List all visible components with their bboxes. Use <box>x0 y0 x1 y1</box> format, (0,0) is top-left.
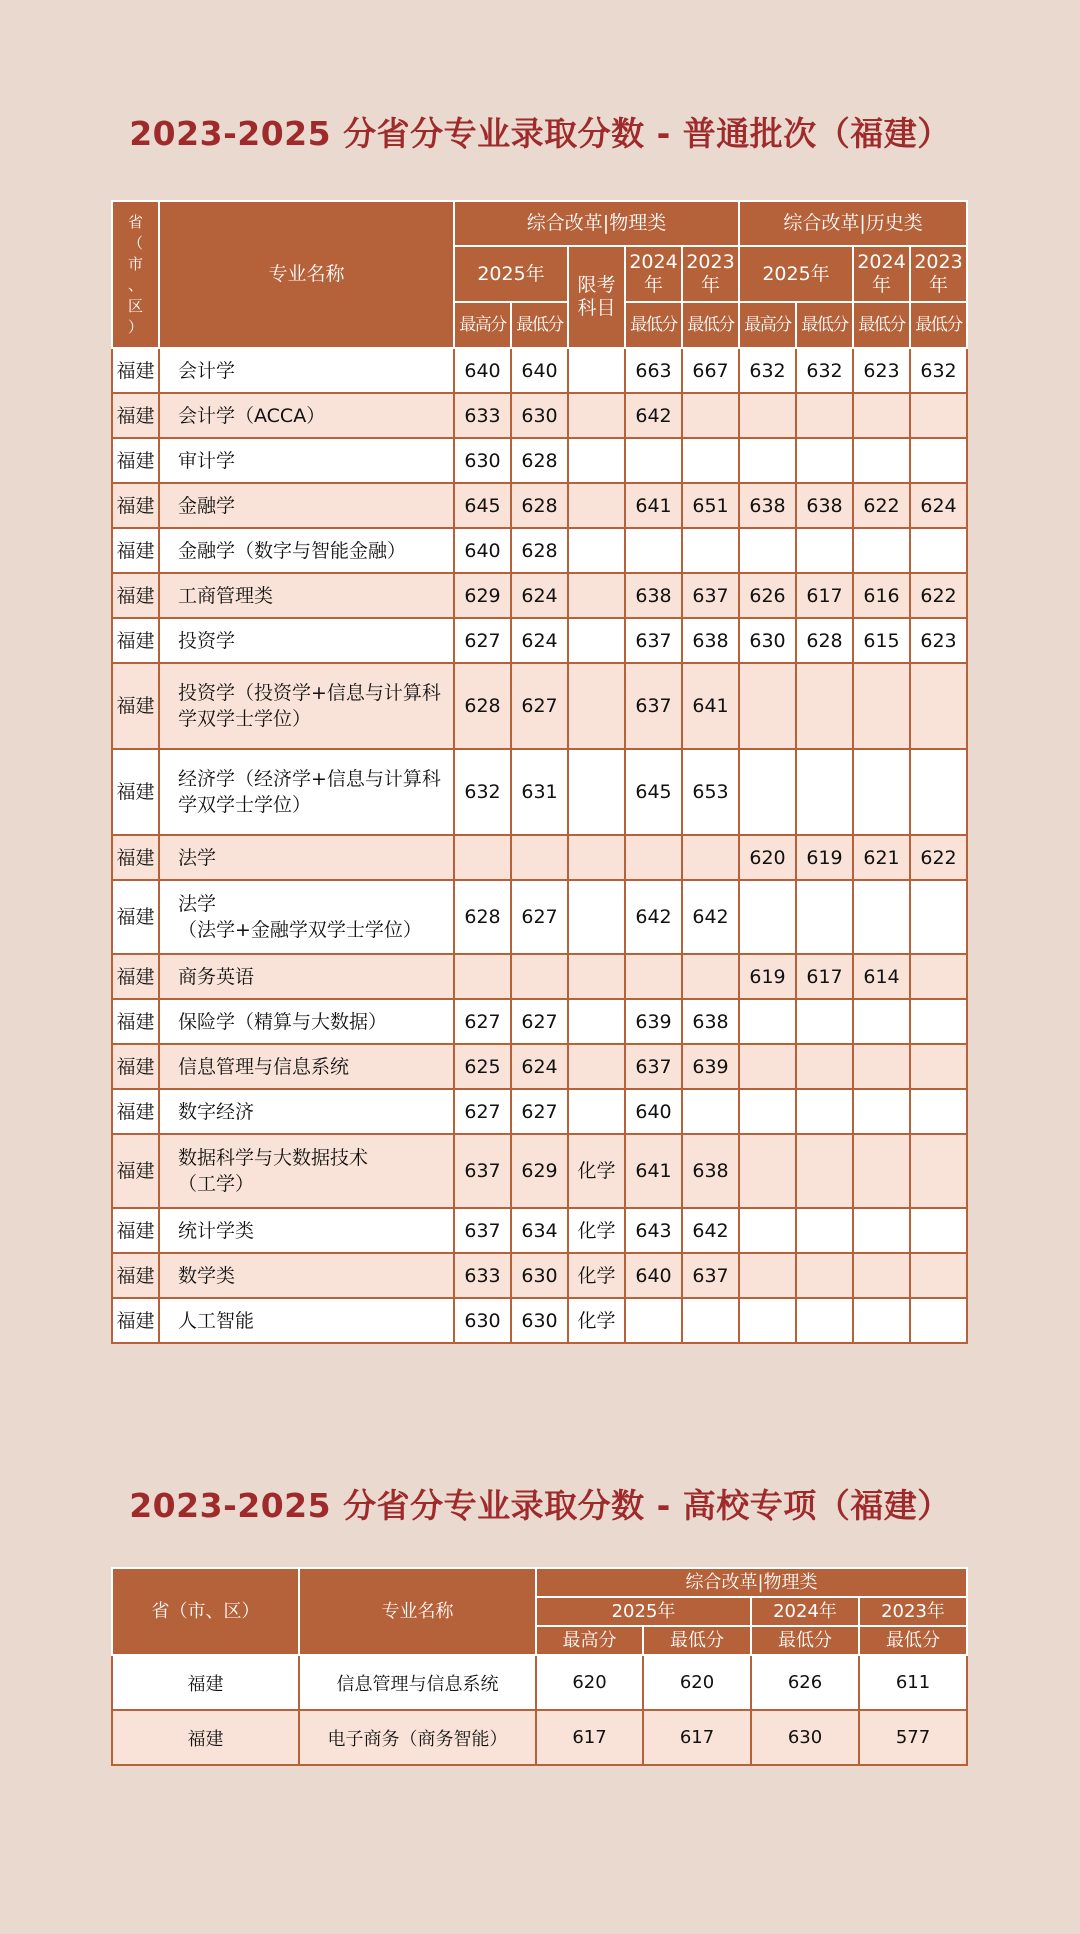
cell-h24 <box>853 393 910 438</box>
cell-province: 福建 <box>112 1089 159 1134</box>
cell-major: 数学类 <box>159 1253 454 1298</box>
cell-h25min <box>796 1044 853 1089</box>
cell-h24: 622 <box>853 483 910 528</box>
header-province: 省（市、区） <box>112 1568 299 1655</box>
cell-subject <box>568 348 625 393</box>
cell-h25max: 619 <box>739 954 796 999</box>
cell-province: 福建 <box>112 999 159 1044</box>
cell-province: 福建 <box>112 835 159 880</box>
cell-province: 福建 <box>112 438 159 483</box>
cell-h23 <box>910 954 967 999</box>
cell-subject: 化学 <box>568 1208 625 1253</box>
cell-major: 保险学（精算与大数据） <box>159 999 454 1044</box>
table-row <box>112 1710 967 1765</box>
header-min: 最低分 <box>682 302 739 348</box>
cell-p25max <box>454 954 511 999</box>
cell-province: 福建 <box>112 880 159 954</box>
header-max: 最高分 <box>739 302 796 348</box>
cell-province: 福建 <box>112 1134 159 1208</box>
cell-major: 信息管理与信息系统 <box>159 1044 454 1089</box>
cell-province: 福建 <box>112 528 159 573</box>
cell-h24 <box>853 528 910 573</box>
cell-p24 <box>625 1298 682 1343</box>
table-row <box>112 1655 967 1710</box>
cell-major: 投资学 <box>159 618 454 663</box>
cell-h24 <box>853 1208 910 1253</box>
cell-subject <box>568 835 625 880</box>
table-row <box>112 1089 967 1134</box>
cell-major: 金融学 <box>159 483 454 528</box>
cell-subject <box>568 954 625 999</box>
cell-p23 <box>682 438 739 483</box>
cell-h25max <box>739 1253 796 1298</box>
cell-h25min <box>796 528 853 573</box>
table-row <box>112 835 967 880</box>
cell-h23 <box>910 1253 967 1298</box>
table-row <box>112 749 967 835</box>
cell-h25min <box>796 1253 853 1298</box>
header-physics-2024: 2024年 <box>751 1597 859 1626</box>
cell-h24 <box>853 1253 910 1298</box>
cell-p23 <box>682 1298 739 1343</box>
cell-h25max <box>739 528 796 573</box>
header-major: 专业名称 <box>159 201 454 348</box>
cell-h23 <box>910 1208 967 1253</box>
cell-subject <box>568 573 625 618</box>
cell-h23 <box>910 999 967 1044</box>
cell-p25min: 628 <box>511 528 568 573</box>
cell-p25max <box>454 835 511 880</box>
cell-h25max <box>739 663 796 749</box>
cell-h24 <box>853 1298 910 1343</box>
cell-p25min: 631 <box>511 749 568 835</box>
header-history-2025: 2025年 <box>739 246 853 302</box>
header-physics-2025: 2025年 <box>454 246 568 302</box>
cell-p23: 651 <box>682 483 739 528</box>
header-min: 最低分 <box>910 302 967 348</box>
cell-h23: 622 <box>910 573 967 618</box>
cell-p24: 637 <box>625 663 682 749</box>
cell-p25min: 620 <box>643 1655 751 1710</box>
cell-major: 经济学（经济学+信息与计算科学双学士学位） <box>159 749 454 835</box>
cell-major: 法学 <box>159 835 454 880</box>
cell-p25max: 629 <box>454 573 511 618</box>
cell-p24 <box>625 954 682 999</box>
cell-p23 <box>682 954 739 999</box>
cell-p25max: 637 <box>454 1134 511 1208</box>
cell-p25min: 624 <box>511 1044 568 1089</box>
cell-h25min: 628 <box>796 618 853 663</box>
cell-h25max: 632 <box>739 348 796 393</box>
cell-p25min: 629 <box>511 1134 568 1208</box>
cell-major: 人工智能 <box>159 1298 454 1343</box>
cell-major: 信息管理与信息系统 <box>299 1655 536 1710</box>
section2-title: 2023-2025 分省分专业录取分数 - 高校专项（福建） <box>129 1486 951 1525</box>
cell-p24 <box>625 835 682 880</box>
cell-h23: 632 <box>910 348 967 393</box>
cell-h24: 623 <box>853 348 910 393</box>
cell-h25min <box>796 880 853 954</box>
cell-p25max: 625 <box>454 1044 511 1089</box>
cell-p24: 638 <box>625 573 682 618</box>
header-physics-2023: 2023年 <box>859 1597 967 1626</box>
cell-p25max: 632 <box>454 749 511 835</box>
cell-major: 金融学（数字与智能金融） <box>159 528 454 573</box>
cell-province: 福建 <box>112 1208 159 1253</box>
cell-p24: 639 <box>625 999 682 1044</box>
cell-p25max: 630 <box>454 438 511 483</box>
cell-province: 福建 <box>112 663 159 749</box>
table-row <box>112 1298 967 1343</box>
table-row <box>112 528 967 573</box>
cell-h25min: 617 <box>796 954 853 999</box>
cell-h25max <box>739 438 796 483</box>
cell-h24 <box>853 1089 910 1134</box>
cell-p23: 637 <box>682 1253 739 1298</box>
cell-h24: 615 <box>853 618 910 663</box>
cell-h25max <box>739 1298 796 1343</box>
cell-h23 <box>910 393 967 438</box>
cell-major: 工商管理类 <box>159 573 454 618</box>
cell-p25min <box>511 835 568 880</box>
cell-p23: 642 <box>682 1208 739 1253</box>
cell-h24 <box>853 1134 910 1208</box>
admission-table-special <box>111 1567 968 1766</box>
cell-p25min: 628 <box>511 438 568 483</box>
cell-p24: 637 <box>625 618 682 663</box>
cell-province: 福建 <box>112 573 159 618</box>
header-province: 省 （ 市 、 区 ） <box>112 201 159 348</box>
cell-p24: 630 <box>751 1710 859 1765</box>
cell-p24: 642 <box>625 393 682 438</box>
cell-p25max: 637 <box>454 1208 511 1253</box>
cell-p23 <box>682 1089 739 1134</box>
cell-h25min <box>796 1208 853 1253</box>
cell-p23: 638 <box>682 999 739 1044</box>
cell-p25min: 624 <box>511 618 568 663</box>
cell-p25min <box>511 954 568 999</box>
cell-h23 <box>910 663 967 749</box>
cell-p25min: 634 <box>511 1208 568 1253</box>
cell-subject <box>568 438 625 483</box>
cell-p25max: 627 <box>454 999 511 1044</box>
cell-p25max: 630 <box>454 1298 511 1343</box>
cell-h25min <box>796 438 853 483</box>
cell-h25min <box>796 1089 853 1134</box>
cell-h24: 621 <box>853 835 910 880</box>
cell-major: 电子商务（商务智能） <box>299 1710 536 1765</box>
table-body <box>112 1655 967 1765</box>
cell-h23 <box>910 1089 967 1134</box>
header-min: 最低分 <box>796 302 853 348</box>
table-row <box>112 618 967 663</box>
cell-h23 <box>910 749 967 835</box>
cell-province: 福建 <box>112 749 159 835</box>
cell-h23: 623 <box>910 618 967 663</box>
cell-p25min: 630 <box>511 1253 568 1298</box>
cell-p25max: 633 <box>454 1253 511 1298</box>
cell-p25max: 617 <box>536 1710 643 1765</box>
cell-p24: 640 <box>625 1089 682 1134</box>
admission-table-regular <box>111 200 968 1344</box>
section1-title: 2023-2025 分省分专业录取分数 - 普通批次（福建） <box>129 114 951 153</box>
header-physics-group: 综合改革|物理类 <box>454 201 739 246</box>
cell-h25max <box>739 1208 796 1253</box>
cell-province: 福建 <box>112 618 159 663</box>
cell-p25max: 640 <box>454 348 511 393</box>
cell-subject <box>568 483 625 528</box>
cell-p25max: 645 <box>454 483 511 528</box>
cell-p25max: 640 <box>454 528 511 573</box>
cell-h23: 622 <box>910 835 967 880</box>
cell-h25max: 626 <box>739 573 796 618</box>
cell-p25min: 630 <box>511 1298 568 1343</box>
cell-province: 福建 <box>112 393 159 438</box>
cell-h25min <box>796 1298 853 1343</box>
table-row <box>112 999 967 1044</box>
table-row <box>112 573 967 618</box>
cell-subject <box>568 999 625 1044</box>
cell-h25max <box>739 999 796 1044</box>
cell-subject <box>568 1089 625 1134</box>
cell-h25max <box>739 393 796 438</box>
cell-p23: 639 <box>682 1044 739 1089</box>
cell-p25max: 620 <box>536 1655 643 1710</box>
cell-h23 <box>910 1134 967 1208</box>
cell-h25min <box>796 1134 853 1208</box>
cell-h25min: 632 <box>796 348 853 393</box>
cell-p25max: 627 <box>454 618 511 663</box>
table-row <box>112 663 967 749</box>
cell-p23: 611 <box>859 1655 967 1710</box>
cell-p23 <box>682 835 739 880</box>
header-max: 最高分 <box>454 302 511 348</box>
cell-p23: 642 <box>682 880 739 954</box>
cell-h24 <box>853 663 910 749</box>
cell-h25max: 620 <box>739 835 796 880</box>
cell-h24: 614 <box>853 954 910 999</box>
table-row <box>112 880 967 954</box>
cell-subject <box>568 880 625 954</box>
cell-p24 <box>625 438 682 483</box>
cell-h23 <box>910 1044 967 1089</box>
cell-province: 福建 <box>112 483 159 528</box>
cell-major: 投资学（投资学+信息与计算科学双学士学位） <box>159 663 454 749</box>
table-row <box>112 1134 967 1208</box>
cell-h25min <box>796 749 853 835</box>
table-row <box>112 438 967 483</box>
table-row <box>112 1208 967 1253</box>
cell-h25max: 638 <box>739 483 796 528</box>
cell-p23 <box>682 528 739 573</box>
cell-h23 <box>910 528 967 573</box>
cell-p24: 637 <box>625 1044 682 1089</box>
cell-province: 福建 <box>112 348 159 393</box>
cell-p25min: 627 <box>511 880 568 954</box>
cell-p24: 643 <box>625 1208 682 1253</box>
cell-p24: 663 <box>625 348 682 393</box>
table-row <box>112 348 967 393</box>
header-min: 最低分 <box>751 1626 859 1655</box>
cell-p25min: 624 <box>511 573 568 618</box>
header-restrict-subject: 限考科目 <box>568 246 625 348</box>
cell-subject: 化学 <box>568 1253 625 1298</box>
cell-p23: 641 <box>682 663 739 749</box>
cell-major: 审计学 <box>159 438 454 483</box>
cell-p23: 638 <box>682 618 739 663</box>
cell-p24: 642 <box>625 880 682 954</box>
header-physics-2023: 2023年 <box>682 246 739 302</box>
header-history-2024: 2024年 <box>853 246 910 302</box>
cell-h25max <box>739 1044 796 1089</box>
cell-p24: 626 <box>751 1655 859 1710</box>
header-min: 最低分 <box>511 302 568 348</box>
cell-p24: 645 <box>625 749 682 835</box>
cell-h25min <box>796 393 853 438</box>
header-min: 最低分 <box>643 1626 751 1655</box>
cell-p23 <box>682 393 739 438</box>
cell-province: 福建 <box>112 1710 299 1765</box>
header-major: 专业名称 <box>299 1568 536 1655</box>
cell-h23 <box>910 880 967 954</box>
cell-p24: 641 <box>625 483 682 528</box>
header-history-2023: 2023年 <box>910 246 967 302</box>
table-row <box>112 1044 967 1089</box>
cell-province: 福建 <box>112 954 159 999</box>
cell-h24 <box>853 749 910 835</box>
cell-subject <box>568 393 625 438</box>
cell-h23 <box>910 438 967 483</box>
header-min: 最低分 <box>859 1626 967 1655</box>
cell-h25max: 630 <box>739 618 796 663</box>
cell-major: 统计学类 <box>159 1208 454 1253</box>
cell-p24: 640 <box>625 1253 682 1298</box>
table-row <box>112 483 967 528</box>
cell-h25max <box>739 1134 796 1208</box>
cell-subject <box>568 663 625 749</box>
cell-h25max <box>739 1089 796 1134</box>
header-max: 最高分 <box>536 1626 643 1655</box>
cell-h23: 624 <box>910 483 967 528</box>
cell-p25min: 630 <box>511 393 568 438</box>
cell-p25max: 627 <box>454 1089 511 1134</box>
cell-p24 <box>625 528 682 573</box>
header-physics-2025: 2025年 <box>536 1597 751 1626</box>
cell-major: 会计学（ACCA） <box>159 393 454 438</box>
header-history-group: 综合改革|历史类 <box>739 201 967 246</box>
cell-h24 <box>853 438 910 483</box>
header-physics-2024: 2024年 <box>625 246 682 302</box>
cell-p25min: 640 <box>511 348 568 393</box>
cell-h25min: 617 <box>796 573 853 618</box>
cell-p25max: 628 <box>454 663 511 749</box>
cell-h25max <box>739 749 796 835</box>
cell-subject <box>568 618 625 663</box>
cell-p25min: 627 <box>511 1089 568 1134</box>
table-row <box>112 1253 967 1298</box>
header-physics-group: 综合改革|物理类 <box>536 1568 967 1597</box>
cell-subject <box>568 528 625 573</box>
cell-province: 福建 <box>112 1253 159 1298</box>
cell-p25min: 628 <box>511 483 568 528</box>
cell-h25min <box>796 663 853 749</box>
cell-p23: 653 <box>682 749 739 835</box>
cell-province: 福建 <box>112 1655 299 1710</box>
cell-h25min <box>796 999 853 1044</box>
header-min: 最低分 <box>625 302 682 348</box>
cell-h23 <box>910 1298 967 1343</box>
table-row <box>112 954 967 999</box>
cell-subject <box>568 749 625 835</box>
cell-major: 会计学 <box>159 348 454 393</box>
cell-p25min: 627 <box>511 663 568 749</box>
cell-major: 商务英语 <box>159 954 454 999</box>
cell-h25max <box>739 880 796 954</box>
cell-subject: 化学 <box>568 1298 625 1343</box>
cell-major: 法学 （法学+金融学双学士学位） <box>159 880 454 954</box>
cell-p25max: 628 <box>454 880 511 954</box>
cell-major: 数据科学与大数据技术 （工学） <box>159 1134 454 1208</box>
header-min: 最低分 <box>853 302 910 348</box>
cell-major: 数字经济 <box>159 1089 454 1134</box>
cell-p25max: 633 <box>454 393 511 438</box>
cell-subject <box>568 1044 625 1089</box>
cell-p24: 641 <box>625 1134 682 1208</box>
cell-p25min: 617 <box>643 1710 751 1765</box>
cell-p23: 577 <box>859 1710 967 1765</box>
cell-province: 福建 <box>112 1044 159 1089</box>
cell-province: 福建 <box>112 1298 159 1343</box>
cell-subject: 化学 <box>568 1134 625 1208</box>
table-row <box>112 393 967 438</box>
cell-h24 <box>853 880 910 954</box>
cell-p23: 638 <box>682 1134 739 1208</box>
table-body <box>112 348 967 1343</box>
cell-h24: 616 <box>853 573 910 618</box>
cell-h25min: 619 <box>796 835 853 880</box>
cell-p23: 667 <box>682 348 739 393</box>
cell-p25min: 627 <box>511 999 568 1044</box>
cell-p23: 637 <box>682 573 739 618</box>
cell-h25min: 638 <box>796 483 853 528</box>
cell-h24 <box>853 1044 910 1089</box>
cell-h24 <box>853 999 910 1044</box>
